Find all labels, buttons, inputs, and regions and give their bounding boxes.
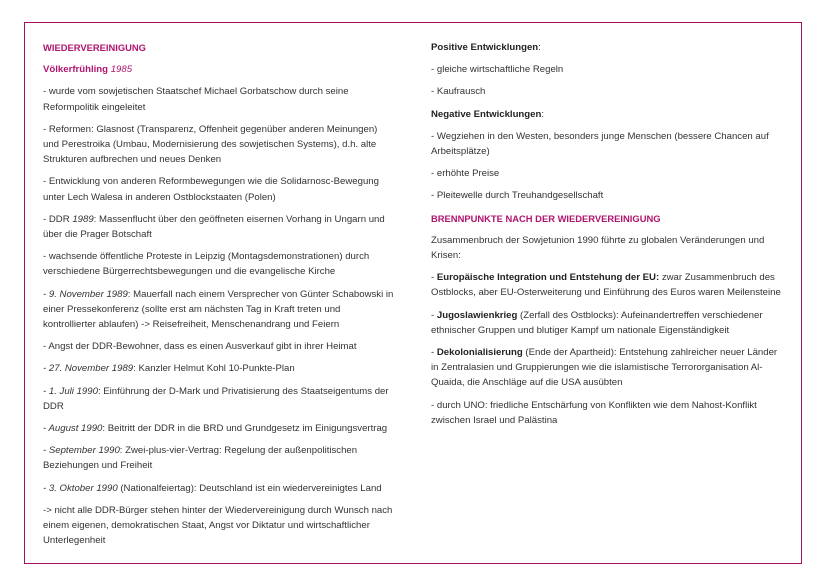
paragraph-mauerfall [43, 287, 395, 333]
dekolonialisierung-text: (Ende der Apartheid): Entstehung zahlreicher neuer Länder in Zentralasien und Gruppierungen wie die islamistische Terrororganisation Al-Quaida, die Anschläge auf die USA ausübten [431, 347, 778, 389]
paragraph-intro: Zusammenbruch der Sowjetunion 1990 führte zu globalen Veränderungen und Krisen: [431, 234, 765, 262]
date-3-oktober: - 3. Oktober 1990 [43, 482, 118, 494]
positive-label: Positive Entwicklungen [431, 42, 539, 53]
left-column [43, 40, 395, 555]
jugoslawien-label: Jugoslawienkrieg [436, 309, 518, 321]
section-heading-brennpunkte: BRENNPUNKTE NACH DER WIEDERVEREINIGUNG [431, 212, 661, 224]
3-oktober-text: (Nationalfeiertag): Deutschland ist ein wiedervereinigtes Land [117, 482, 382, 494]
paragraph-massenflucht [43, 212, 395, 242]
negative-label: Negative Entwicklungen [431, 108, 542, 120]
date-september: - September 1990 [43, 445, 120, 457]
paragraph-dekolonialisierung [431, 345, 783, 391]
paragraph-jugoslawien [431, 308, 783, 338]
dekolonialisierung-label: Dekolonialisierung [436, 347, 523, 359]
subheading-voelkerfruehling [43, 62, 395, 77]
paragraph-d-mark [43, 384, 395, 414]
paragraph-eu [431, 270, 783, 300]
date-1989: 1989 [72, 213, 94, 225]
eu-label: Europäische Integration und Entstehung der EU: [436, 272, 660, 284]
10-punkte-text: : Kanzler Helmut Kohl 10-Punkte-Plan [133, 363, 295, 375]
dekolonialisierung-prefix: - [431, 347, 437, 359]
positive-item-2: - Kaufrausch [431, 86, 486, 98]
paragraph-uno: - durch UNO: friedliche Entschärfung von Konflikten wie dem Nahost-Konflikt zwischen Israel und Palästina [431, 399, 757, 426]
paragraph-reformen: - Reformen: Glasnost (Transparenz, Offenheit gegenüber anderen Meinungen) und Perestroika (Umbau, Modernisierung des sowjetischen Systems), d.h. alte Strukturen aufbrechen und neues Denken [43, 123, 378, 166]
mauerfall-text: : Mauerfall nach einem Versprecher von Günter Schabowski in einer Pressekonferenz (sollte erst am nächsten Tag in Kraft treten und kontrollierter ablaufen) -> Reisefreiheit, Menschenandrang und Feiern [43, 288, 394, 331]
beitritt-text: : Beitritt der DDR in die BRD und Grundgesetz im Einigungsvertrag [102, 423, 388, 435]
negative-item-3: - Pleitewelle durch Treuhandgesellschaft [431, 190, 604, 202]
date-august: - August 1990 [43, 423, 103, 435]
negative-item-2: - erhöhte Preise [431, 168, 500, 180]
subheading-title: Völkerfrühling [43, 64, 109, 76]
paragraph-ddr-buerger: -> nicht alle DDR-Bürger stehen hinter der Wiedervereinigung durch Wunsch nach einem eigenen, demokratischen Staat, Angst vor Diktatur und wirtschaftlicher Unterlegenheit [43, 504, 393, 547]
ddr-prefix: - DDR [43, 213, 73, 225]
section-heading-wiedervereinigung: WIEDERVEREINIGUNG [43, 42, 146, 53]
eu-text: zwar Zusammenbruch des Ostblocks, aber EU-Osterweiterung und Einführung des Euros waren Meilensteine [431, 272, 781, 299]
paragraph-reformbewegungen: - Entwicklung von anderen Reformbewegungen wie die Solidarnosc-Bewegung unter Lech Walesa in anderen Ostblockstaaten (Polen) [43, 176, 379, 203]
right-column [431, 40, 783, 435]
negative-colon: : [541, 108, 545, 120]
eu-prefix: - [431, 272, 437, 284]
subheading-year: 1985 [110, 64, 133, 76]
paragraph-gorbatschow: - wurde vom sowjetischen Staatschef Michael Gorbatschow durch seine Reformpolitik eingeleitet [43, 86, 349, 113]
date-27-november: - 27. November 1989 [43, 363, 134, 375]
date-9-november: - 9. November 1989 [43, 288, 128, 300]
paragraph-zwei-plus-vier [43, 443, 395, 473]
paragraph-10-punkte-plan [43, 361, 395, 376]
massenflucht-text: : Massenflucht über den geöffneten eisernen Vorhang in Ungarn und über die Prager Botschaft [43, 213, 385, 241]
zwei-plus-vier-text: : Zwei-plus-vier-Vertrag: Regelung der außenpolitischen Beziehungen und Freiheit [43, 445, 358, 472]
d-mark-text: : Einführung der D-Mark und Privatisierung des Staatseigentums der DDR [43, 385, 389, 412]
paragraph-beitritt [43, 421, 395, 436]
positive-item-1: - gleiche wirtschaftliche Regeln [431, 64, 564, 76]
jugoslawien-prefix: - [431, 309, 437, 321]
date-1-juli: - 1. Juli 1990 [43, 385, 98, 397]
paragraph-3-oktober [43, 481, 395, 496]
negative-heading [431, 107, 783, 122]
jugoslawien-text: (Zerfall des Ostblocks): Aufeinandertreffen verschiedener ethnischer Gruppen und blutiger Kampf um nationale Eigenständigkeit [431, 309, 763, 336]
paragraph-proteste: - wachsende öffentliche Proteste in Leipzig (Montagsdemonstrationen) durch verschiedene Bürgerrechtsbewegungen und die evangelische Kirche [43, 251, 370, 278]
positive-colon: : [538, 42, 541, 53]
negative-item-1: - Wegziehen in den Westen, besonders junge Menschen (bessere Chancen auf Arbeitsplätze) [431, 130, 769, 158]
positive-heading [431, 40, 783, 55]
paragraph-angst: - Angst der DDR-Bewohner, dass es einen Ausverkauf gibt in ihrer Heimat [43, 341, 357, 353]
